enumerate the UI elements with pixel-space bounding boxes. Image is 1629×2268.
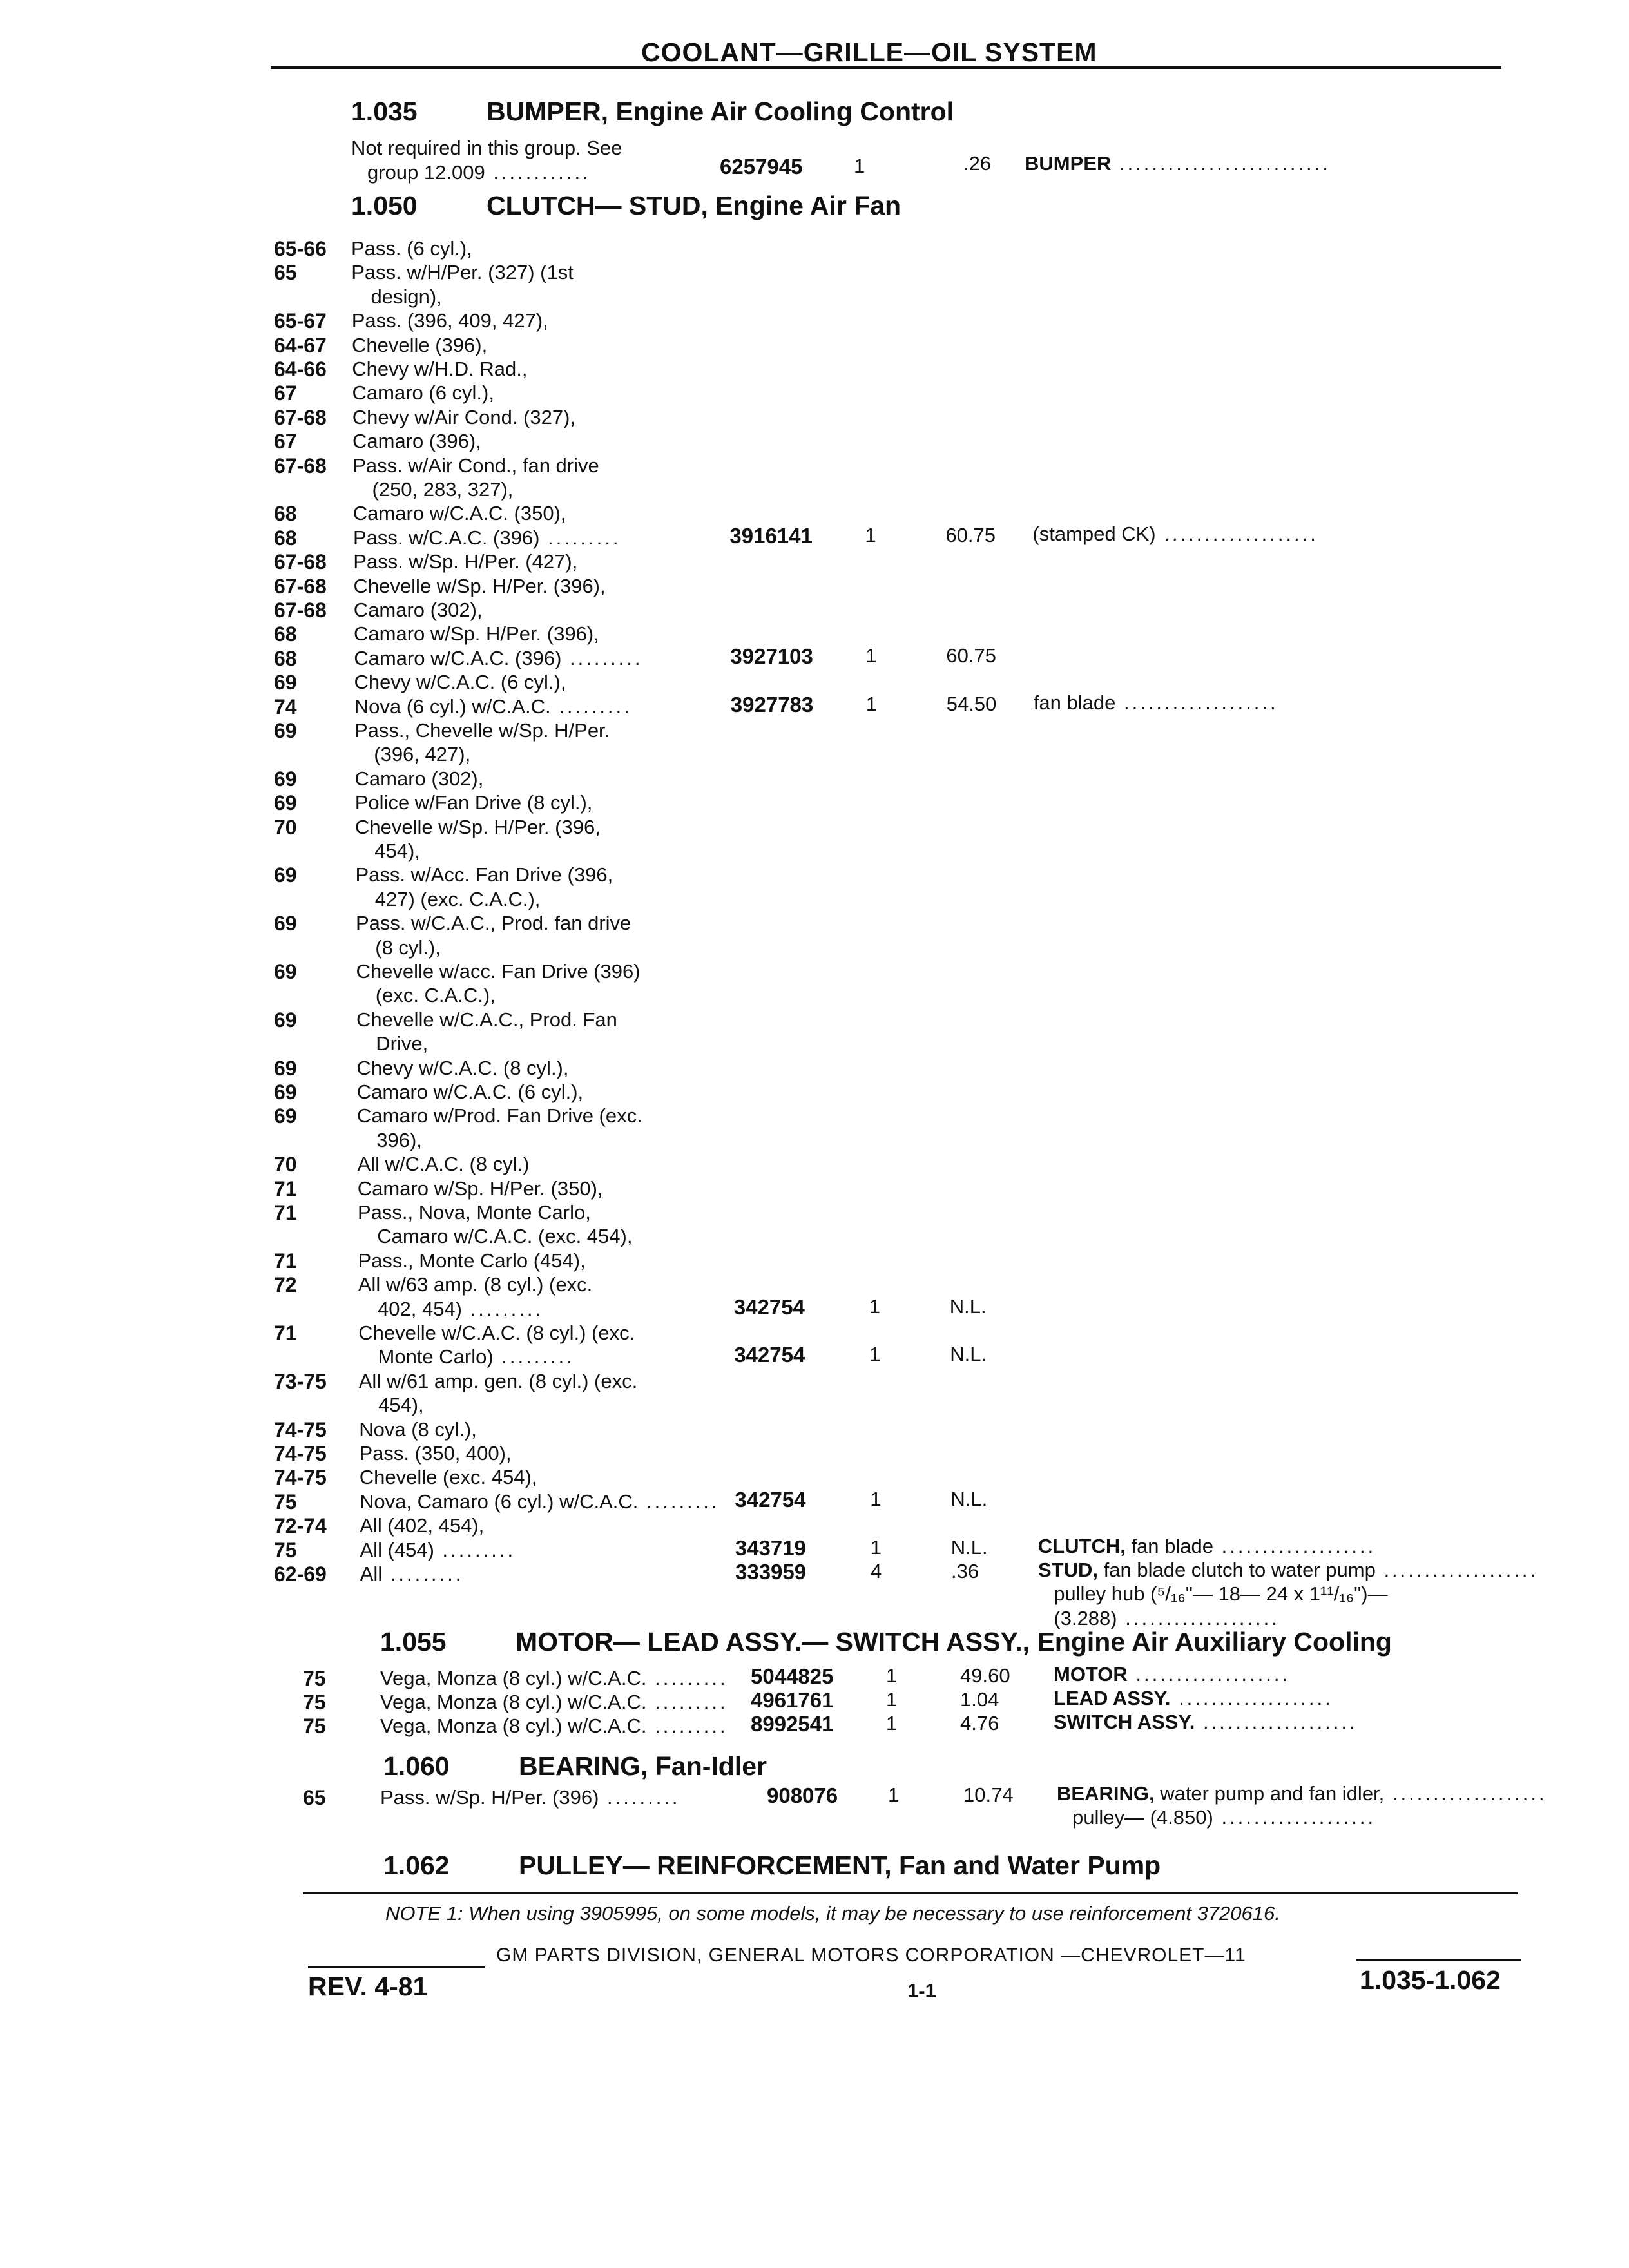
part-name — [1054, 1711, 1358, 1734]
year-code: 68 — [274, 646, 297, 670]
description-text: Pass. w/Air Cond., fan drive — [352, 454, 599, 477]
page-header: COOLANT—GRILLE—OIL SYSTEM — [641, 37, 1097, 67]
part-description — [352, 309, 548, 332]
part-description — [352, 406, 575, 429]
bumper-part-number: 6257945 — [720, 155, 803, 178]
part-description — [359, 1418, 477, 1441]
part-description — [357, 1081, 583, 1104]
description-text: Chevy w/Air Cond. (327), — [352, 405, 576, 428]
section-number: 1.035 — [351, 97, 418, 126]
year-code: 65 — [274, 261, 297, 285]
description-text: Police w/Fan Drive (8 cyl.), — [354, 791, 593, 814]
year-code: 71 — [274, 1177, 297, 1200]
year-code: 69 — [274, 791, 297, 815]
leader-dots: ................... — [1375, 1559, 1539, 1581]
part-name-text: fan blade clutch to water pump — [1103, 1559, 1376, 1581]
part-name — [1054, 1663, 1290, 1686]
part-description — [352, 334, 487, 357]
part-description — [354, 695, 632, 718]
year-code: 69 — [274, 863, 297, 887]
price: 60.75 — [945, 523, 996, 546]
part-description — [378, 1298, 543, 1321]
part-description — [352, 430, 481, 453]
price: 54.50 — [946, 692, 997, 715]
year-code: 69 — [274, 1081, 297, 1104]
description-text: Chevelle w/acc. Fan Drive (396) — [356, 960, 641, 983]
part-description — [352, 381, 494, 405]
price: N.L. — [950, 1535, 988, 1559]
year-code: 69 — [274, 1056, 297, 1080]
price: 10.74 — [963, 1783, 1014, 1806]
year-code: 69 — [274, 719, 297, 742]
part-name — [1034, 691, 1278, 715]
description-text: Chevelle w/Sp. H/Per. (396, — [355, 815, 601, 838]
section-1035-heading — [351, 97, 954, 127]
description-text: Pass. (396, 409, 427), — [351, 309, 548, 332]
part-description — [358, 1153, 530, 1176]
section-title: PULLEY— REINFORCEMENT, Fan and Water Pump — [519, 1850, 1161, 1880]
part-description — [355, 767, 484, 791]
page-note: NOTE 1: When using 3905995, on some models, it may be necessary to use reinforcement 3720616. — [385, 1902, 1280, 1925]
quantity: 1 — [865, 692, 878, 715]
year-code: 75 — [303, 1715, 326, 1738]
description-text: Monte Carlo) — [378, 1345, 494, 1369]
quantity: 1 — [886, 1688, 898, 1711]
quantity: 1 — [886, 1712, 898, 1735]
section-1055-heading — [380, 1627, 1392, 1657]
part-description — [354, 719, 610, 742]
year-code: 71 — [274, 1321, 297, 1345]
year-code: 74-75 — [274, 1418, 327, 1441]
quantity: 1 — [869, 1343, 881, 1366]
part-description — [375, 888, 541, 911]
description-text: design), — [371, 285, 442, 308]
leader-dots: ................... — [1117, 1606, 1280, 1629]
description-text: Nova (6 cyl.) w/C.A.C. — [354, 695, 551, 718]
section-number: 1.060 — [383, 1751, 450, 1781]
part-name-bold: BEARING, — [1057, 1782, 1161, 1805]
part-description — [360, 1442, 512, 1465]
year-code: 67-68 — [274, 405, 327, 429]
leader-dots: ......... — [646, 1715, 728, 1737]
leader-dots: ................... — [1115, 691, 1278, 714]
part-description — [358, 1177, 603, 1200]
part-description — [351, 237, 472, 260]
year-code: 69 — [274, 671, 297, 695]
part-description — [352, 454, 599, 477]
price: N.L. — [950, 1487, 988, 1510]
year-code: 74-75 — [274, 1442, 327, 1465]
description-text: Camaro w/C.A.C. (350), — [352, 502, 566, 525]
year-code: 71 — [274, 1201, 297, 1224]
year-code: 72 — [274, 1273, 297, 1297]
part-description — [354, 622, 599, 646]
description-text: Pass., Nova, Monte Carlo, — [358, 1201, 591, 1224]
part-description — [371, 285, 442, 309]
price: 60.75 — [946, 644, 996, 667]
year-code: 75 — [303, 1691, 326, 1714]
year-code: 67-68 — [274, 454, 327, 477]
leader-dots: ................... — [1195, 1711, 1358, 1733]
bumper-qty: 1 — [854, 155, 865, 177]
part-description — [358, 1321, 635, 1345]
footer-center: GM PARTS DIVISION, GENERAL MOTORS CORPORATION —CHEVROLET—11 — [496, 1945, 1246, 1966]
description-text: Chevy w/H.D. Rad., — [352, 358, 528, 380]
leader-dots: ................... — [1155, 522, 1318, 545]
part-description — [378, 1394, 424, 1417]
part-number: 342754 — [733, 1294, 805, 1319]
part-description — [358, 1273, 592, 1296]
part-number: 333959 — [735, 1560, 807, 1584]
quantity: 1 — [886, 1664, 898, 1687]
description-text: Pass. w/C.A.C. (396) — [353, 526, 540, 549]
section-1062-heading — [383, 1850, 1161, 1881]
part-number: 3927103 — [730, 644, 813, 668]
description-text: Pass. w/C.A.C., Prod. fan drive — [356, 912, 631, 935]
quantity: 1 — [870, 1487, 882, 1510]
part-description — [356, 960, 641, 983]
bumper-desc-group: group 12.009 — [367, 161, 485, 184]
part-name-text: water pump and fan idler, — [1160, 1782, 1385, 1805]
part-description — [376, 1129, 422, 1152]
quantity: 1 — [869, 1294, 881, 1318]
part-description — [353, 550, 577, 573]
part-name-bold: BUMPER — [1025, 152, 1112, 175]
leader-dots: ......... — [382, 1562, 464, 1585]
year-code: 69 — [274, 1008, 297, 1032]
bumper-desc-line2 — [367, 161, 591, 184]
part-description — [374, 840, 420, 863]
price: .36 — [951, 1560, 979, 1582]
part-description — [374, 743, 470, 766]
part-number: 4961761 — [751, 1688, 834, 1712]
part-description — [356, 1008, 617, 1032]
footer-rule-right — [1356, 1959, 1521, 1961]
part-number: 342754 — [734, 1343, 805, 1367]
part-description — [358, 1201, 591, 1224]
description-text: All (402, 454), — [360, 1514, 485, 1537]
description-text: Vega, Monza (8 cyl.) w/C.A.C. — [380, 1667, 647, 1689]
year-code: 75 — [303, 1667, 326, 1690]
year-code: 68 — [274, 502, 297, 526]
part-description — [376, 1032, 428, 1055]
bumper-desc-line1: Not required in this group. See — [351, 137, 622, 159]
price: 4.76 — [960, 1712, 999, 1735]
part-name-text: (stamped CK) — [1032, 522, 1156, 545]
part-number: 908076 — [767, 1783, 838, 1807]
description-text: (8 cyl.), — [375, 936, 441, 959]
quantity: 1 — [888, 1783, 900, 1806]
description-text: Pass. w/Sp. H/Per. (396) — [380, 1786, 599, 1809]
leader-dots: ................... — [1213, 1534, 1376, 1557]
description-text: Chevelle w/Sp. H/Per. (396), — [353, 574, 606, 597]
description-text: Pass. w/Sp. H/Per. (427), — [353, 550, 578, 573]
part-description — [356, 863, 613, 887]
part-description — [376, 984, 496, 1007]
description-text: Chevy w/C.A.C. (6 cyl.), — [354, 671, 566, 694]
part-description — [355, 791, 593, 814]
description-text: 454), — [378, 1394, 424, 1417]
part-name — [1054, 1582, 1387, 1606]
description-text: Camaro w/C.A.C. (6 cyl.), — [356, 1081, 584, 1103]
year-code: 69 — [274, 767, 297, 791]
quantity: 1 — [870, 1535, 882, 1559]
quantity: 1 — [865, 644, 877, 667]
year-code: 73-75 — [274, 1369, 327, 1393]
year-code: 67-68 — [274, 550, 327, 574]
year-code: 70 — [274, 815, 297, 839]
description-text: All w/C.A.C. (8 cyl.) — [357, 1153, 530, 1176]
section-title: BEARING, Fan-Idler — [519, 1751, 767, 1781]
description-text: Nova (8 cyl.), — [359, 1418, 477, 1441]
footer-rev: REV. 4-81 — [308, 1972, 428, 2001]
year-code: 69 — [274, 912, 297, 936]
part-description — [353, 502, 566, 525]
year-code: 69 — [274, 960, 297, 983]
year-code: 68 — [274, 526, 297, 550]
price: N.L. — [949, 1294, 987, 1318]
description-text: All w/61 amp. gen. (8 cyl.) (exc. — [358, 1369, 638, 1392]
part-name-text: pulley— (4.850) — [1072, 1806, 1213, 1829]
description-text: Vega, Monza (8 cyl.) w/C.A.C. — [380, 1715, 647, 1737]
quantity: 4 — [871, 1560, 882, 1582]
description-text: (396, 427), — [374, 743, 471, 766]
description-text: Pass. (350, 400), — [359, 1442, 512, 1465]
footer-page-number: 1-1 — [907, 1979, 936, 2002]
description-text: Vega, Monza (8 cyl.) w/C.A.C. — [380, 1691, 647, 1713]
description-text: 396), — [376, 1128, 422, 1151]
description-text: (exc. C.A.C.), — [375, 984, 496, 1007]
part-name-text: pulley hub (⁵/₁₆"— 18— 24 x 1¹¹/₁₆")— — [1054, 1582, 1388, 1606]
part-description — [360, 1562, 464, 1586]
part-number: 342754 — [735, 1487, 806, 1512]
year-code: 69 — [274, 1104, 297, 1128]
part-description — [351, 261, 574, 284]
description-text: Pass., Chevelle w/Sp. H/Per. — [354, 719, 610, 742]
part-name — [1038, 1535, 1376, 1558]
section-number: 1.050 — [351, 191, 418, 220]
description-text: Chevelle w/C.A.C., Prod. Fan — [356, 1008, 617, 1031]
year-code: 65-67 — [274, 309, 327, 333]
description-text: Pass. w/Acc. Fan Drive (396, — [355, 863, 613, 887]
leader-dots: ......... — [493, 1345, 575, 1369]
part-description — [380, 1691, 728, 1714]
bumper-price: .26 — [963, 152, 992, 175]
description-text: Chevelle w/C.A.C. (8 cyl.) (exc. — [358, 1321, 635, 1344]
part-description — [375, 936, 441, 959]
part-name — [1057, 1782, 1547, 1805]
description-text: All — [360, 1562, 383, 1585]
description-text: Pass., Monte Carlo (454), — [358, 1249, 586, 1272]
leader-dots: ......... — [550, 695, 632, 718]
year-code: 65-66 — [274, 237, 327, 260]
note-rule — [303, 1892, 1518, 1894]
description-text: Chevy w/C.A.C. (8 cyl.), — [356, 1056, 569, 1079]
year-code: 68 — [274, 622, 297, 646]
part-name-bold: STUD, — [1038, 1559, 1104, 1581]
leader-dots: ......... — [462, 1297, 544, 1320]
year-code: 75 — [274, 1538, 297, 1562]
section-number: 1.055 — [380, 1627, 447, 1657]
price: 49.60 — [960, 1664, 1010, 1687]
part-name — [1032, 523, 1318, 546]
bumper-part-name — [1025, 152, 1331, 175]
description-text: 402, 454) — [378, 1297, 462, 1320]
part-description — [356, 912, 631, 935]
part-name — [1072, 1806, 1376, 1829]
description-text: Camaro w/Prod. Fan Drive (exc. — [357, 1104, 642, 1128]
part-description — [359, 1370, 637, 1393]
part-number: 3927783 — [730, 692, 814, 716]
year-code: 65 — [303, 1786, 326, 1809]
description-text: Camaro (302), — [353, 599, 483, 621]
year-code: 67-68 — [274, 574, 327, 598]
part-name — [1054, 1687, 1333, 1710]
part-description — [357, 1104, 642, 1128]
section-title: MOTOR— LEAD ASSY.— SWITCH ASSY., Engine Air Auxiliary Cooling — [516, 1627, 1392, 1657]
part-number: 8992541 — [751, 1712, 834, 1736]
description-text: (250, 283, 327), — [372, 478, 514, 501]
leader-dots: ......... — [539, 526, 621, 549]
leader-dots: ................... — [1213, 1806, 1376, 1829]
part-description — [353, 526, 621, 550]
year-code: 72-74 — [274, 1514, 327, 1538]
description-text: Camaro (396), — [352, 430, 481, 453]
section-1060-heading — [383, 1751, 767, 1782]
leader-dots: ......... — [646, 1691, 728, 1713]
part-number: 3916141 — [729, 523, 813, 548]
part-description — [380, 1786, 680, 1809]
part-description — [360, 1514, 484, 1537]
description-text: Camaro w/Sp. H/Per. (396), — [354, 622, 599, 646]
part-name — [1038, 1559, 1538, 1582]
leader-dots: ......... — [561, 646, 643, 669]
quantity: 1 — [865, 523, 876, 546]
description-text: Drive, — [376, 1032, 429, 1055]
part-name-bold: SWITCH ASSY. — [1054, 1711, 1195, 1733]
part-description — [380, 1715, 728, 1738]
leader-dots: ......... — [646, 1667, 728, 1689]
description-text: All (454) — [360, 1538, 434, 1561]
section-title: CLUTCH— STUD, Engine Air Fan — [487, 191, 901, 220]
part-description — [354, 671, 566, 694]
part-description — [357, 1057, 569, 1080]
year-code: 64-67 — [274, 333, 327, 357]
part-description — [355, 816, 601, 839]
year-code: 70 — [274, 1153, 297, 1177]
year-code: 64-66 — [274, 358, 327, 381]
footer-range: 1.035-1.062 — [1360, 1965, 1501, 1995]
part-description — [378, 1345, 575, 1369]
leader-dots: .......................... — [1111, 152, 1331, 175]
part-description — [360, 1539, 516, 1562]
leader-dots: ................... — [1170, 1687, 1333, 1709]
price: N.L. — [950, 1343, 987, 1366]
part-name-text: fan blade — [1033, 691, 1116, 714]
description-text: Chevelle (396), — [352, 333, 488, 356]
part-description — [360, 1466, 537, 1489]
part-description — [354, 599, 483, 622]
header-rule — [271, 66, 1501, 69]
part-number: 5044825 — [751, 1664, 834, 1688]
part-number: 343719 — [735, 1535, 806, 1560]
part-description — [377, 1225, 632, 1248]
part-description — [352, 358, 527, 381]
part-name-text: fan blade — [1131, 1534, 1214, 1557]
year-code: 67 — [274, 381, 297, 405]
description-text: 454), — [374, 840, 420, 862]
description-text: Camaro w/C.A.C. (exc. 454), — [377, 1225, 633, 1248]
part-description — [358, 1249, 586, 1273]
part-description — [360, 1490, 720, 1514]
section-number: 1.062 — [383, 1850, 450, 1880]
part-description — [354, 575, 606, 598]
part-name-bold: MOTOR — [1054, 1663, 1128, 1686]
footer-rule-left — [308, 1966, 485, 1968]
description-text: Camaro (302), — [354, 767, 484, 790]
description-text: Nova, Camaro (6 cyl.) w/C.A.C. — [360, 1490, 639, 1513]
part-name-bold: LEAD ASSY. — [1054, 1687, 1171, 1709]
leader-dots: ................... — [1384, 1782, 1547, 1805]
part-description — [354, 647, 642, 670]
leader-dots: ......... — [638, 1490, 720, 1513]
year-code: 67 — [274, 430, 297, 454]
leader-dots: ......... — [434, 1538, 516, 1561]
price: 1.04 — [960, 1688, 999, 1711]
section-title: BUMPER, Engine Air Cooling Control — [487, 97, 954, 126]
description-text: Camaro w/C.A.C. (396) — [354, 646, 562, 669]
section-1050-heading — [351, 191, 901, 221]
leader-dots: ......... — [599, 1786, 680, 1809]
year-code: 74-75 — [274, 1466, 327, 1490]
description-text: Camaro w/Sp. H/Per. (350), — [357, 1177, 603, 1200]
description-text: Pass. (6 cyl.), — [351, 237, 472, 260]
year-code: 75 — [274, 1490, 297, 1514]
part-description — [372, 478, 514, 501]
leader-dots: ................... — [1127, 1663, 1291, 1686]
year-code: 67-68 — [274, 599, 327, 622]
description-text: 427) (exc. C.A.C.), — [374, 887, 541, 910]
description-text: All w/63 amp. (8 cyl.) (exc. — [358, 1273, 593, 1296]
year-code: 74 — [274, 695, 297, 718]
part-name-text: (3.288) — [1054, 1606, 1117, 1629]
description-text: Chevelle (exc. 454), — [359, 1466, 537, 1489]
part-description — [380, 1667, 728, 1690]
year-code: 62-69 — [274, 1562, 327, 1586]
description-text: Pass. w/H/Per. (327) (1st — [351, 261, 574, 284]
leader-dots: ............ — [485, 161, 591, 184]
part-name-bold: CLUTCH, — [1037, 1534, 1132, 1557]
description-text: Camaro (6 cyl.), — [352, 381, 494, 405]
year-code: 71 — [274, 1249, 297, 1273]
